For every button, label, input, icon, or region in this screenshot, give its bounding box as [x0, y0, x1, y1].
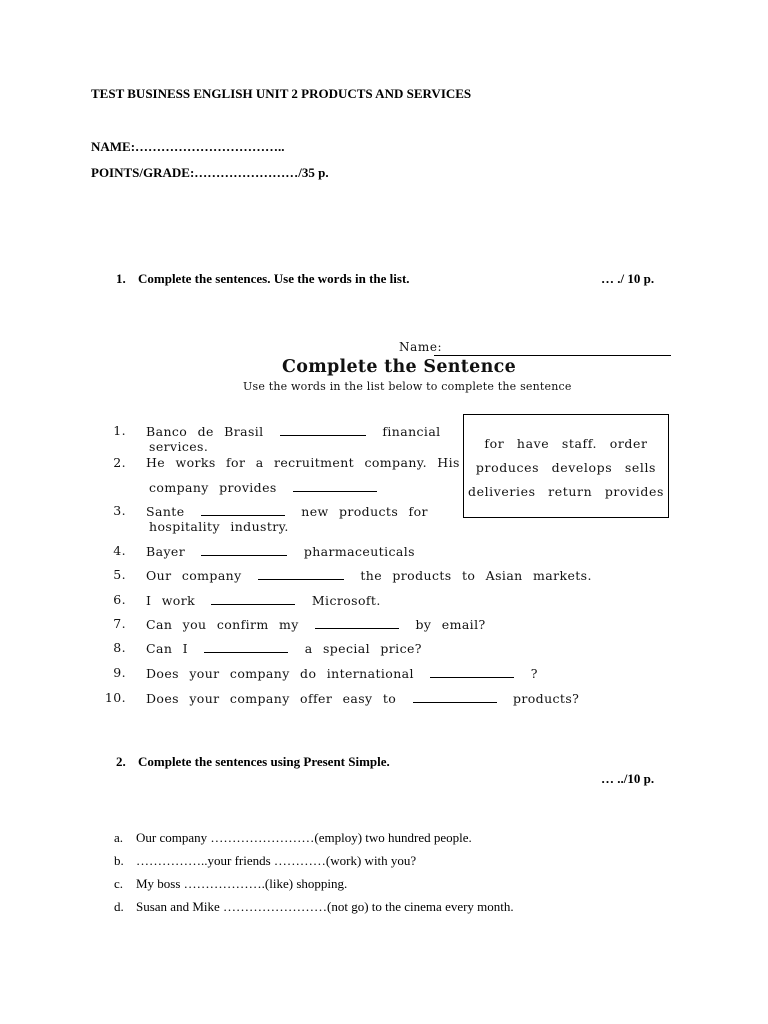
item-blank[interactable]: [315, 616, 399, 629]
section2-item-b: [114, 853, 416, 869]
item-text: [146, 665, 538, 681]
item-number: 1.: [113, 423, 126, 438]
item-continuation: hospitality industry.: [149, 519, 289, 534]
item-blank[interactable]: [430, 665, 514, 678]
test-title: TEST BUSINESS ENGLISH UNIT 2 PRODUCTS AND SERVICES: [91, 86, 472, 101]
item-continuation: services.: [149, 439, 209, 454]
item-number: 7.: [113, 616, 126, 631]
item-blank[interactable]: [258, 567, 344, 580]
item-number: 5.: [113, 567, 126, 582]
item-before: company provides: [149, 480, 277, 495]
word-bank-line: for have staff. order: [484, 436, 648, 451]
item-before: Bayer: [146, 544, 186, 559]
item-sentence: My boss ……………….(like) shopping.: [136, 876, 348, 891]
section1-heading: [116, 271, 410, 287]
item-number: 4.: [113, 543, 126, 558]
item-before: I work: [146, 593, 196, 608]
item-after: products?: [512, 691, 580, 706]
name-line: NAME:……………………………..: [91, 139, 285, 154]
item-letter: d.: [114, 899, 124, 914]
section2-item-a: [114, 830, 472, 846]
item-after: the products to Asian markets.: [360, 568, 592, 583]
item-sentence: Susan and Mike ……………………(not go) to the cinema every month.: [136, 899, 514, 914]
item-blank[interactable]: [413, 690, 497, 703]
item-after: financial: [382, 424, 441, 439]
item-number: 6.: [113, 592, 126, 607]
section2-item-d: [114, 899, 514, 915]
section2-points: … ../10 p.: [601, 771, 655, 786]
item-number: 2.: [113, 455, 126, 470]
item-blank[interactable]: [293, 479, 377, 492]
section1-instruction: Complete the sentences. Use the words in the list.: [138, 271, 410, 286]
item-before: Our company: [146, 568, 242, 583]
item-text: [146, 616, 486, 632]
item-text: [146, 640, 422, 656]
item-blank[interactable]: [201, 503, 285, 516]
item-text: [146, 503, 428, 519]
item-number: 8.: [113, 640, 126, 655]
item-text: [146, 592, 381, 608]
item-after: ?: [530, 666, 538, 681]
worksheet-name-line: [434, 355, 671, 356]
item-before: Does your company offer easy to: [146, 691, 397, 706]
item-before: Does your company do international: [146, 666, 414, 681]
item-blank[interactable]: [280, 423, 366, 436]
word-bank-box: [463, 414, 669, 518]
section2-heading: [116, 754, 390, 770]
item-blank[interactable]: [201, 543, 287, 556]
item-letter: b.: [114, 853, 124, 868]
item-before: Can I: [146, 641, 188, 656]
word-bank-line: produces develops sells: [475, 460, 657, 475]
points-grade-line: POINTS/GRADE:……………………/35 p.: [91, 165, 329, 180]
item-after: new products for: [301, 504, 428, 519]
item-sentence: ……………..your friends …………(work) with you?: [136, 853, 417, 868]
item-number: 3.: [113, 503, 126, 518]
item-letter: c.: [114, 876, 124, 891]
item-blank[interactable]: [204, 640, 288, 653]
word-bank-line: deliveries return provides: [467, 484, 665, 499]
item-before: Banco de Brasil: [146, 424, 264, 439]
item-text: He works for a recruitment company. His: [146, 455, 460, 470]
item-after: by email?: [415, 617, 486, 632]
section2-number: 2.: [116, 754, 126, 769]
section2-instruction: Complete the sentences using Present Simple.: [138, 754, 390, 769]
worksheet-subtitle: Use the words in the list below to complete the sentence: [243, 380, 572, 393]
section1-number: 1.: [116, 271, 126, 286]
item-text: [146, 543, 415, 559]
item-text: [149, 479, 377, 495]
item-sentence: Our company ……………………(employ) two hundred people.: [136, 830, 472, 845]
item-before: Sante: [146, 504, 185, 519]
item-text: [146, 423, 441, 439]
worksheet-title: Complete the Sentence: [282, 357, 517, 377]
item-after: Microsoft.: [311, 593, 381, 608]
section1-points: … ./ 10 p.: [601, 271, 655, 286]
item-after: a special price?: [304, 641, 422, 656]
item-number: 10.: [104, 690, 126, 705]
item-before: Can you confirm my: [146, 617, 299, 632]
item-text: [146, 690, 579, 706]
item-letter: a.: [114, 830, 124, 845]
worksheet-name-label: Name:: [399, 340, 443, 354]
item-number: 9.: [113, 665, 126, 680]
item-after: pharmaceuticals: [303, 544, 415, 559]
item-text: [146, 567, 592, 583]
item-blank[interactable]: [211, 592, 295, 605]
section2-item-c: [114, 876, 347, 892]
